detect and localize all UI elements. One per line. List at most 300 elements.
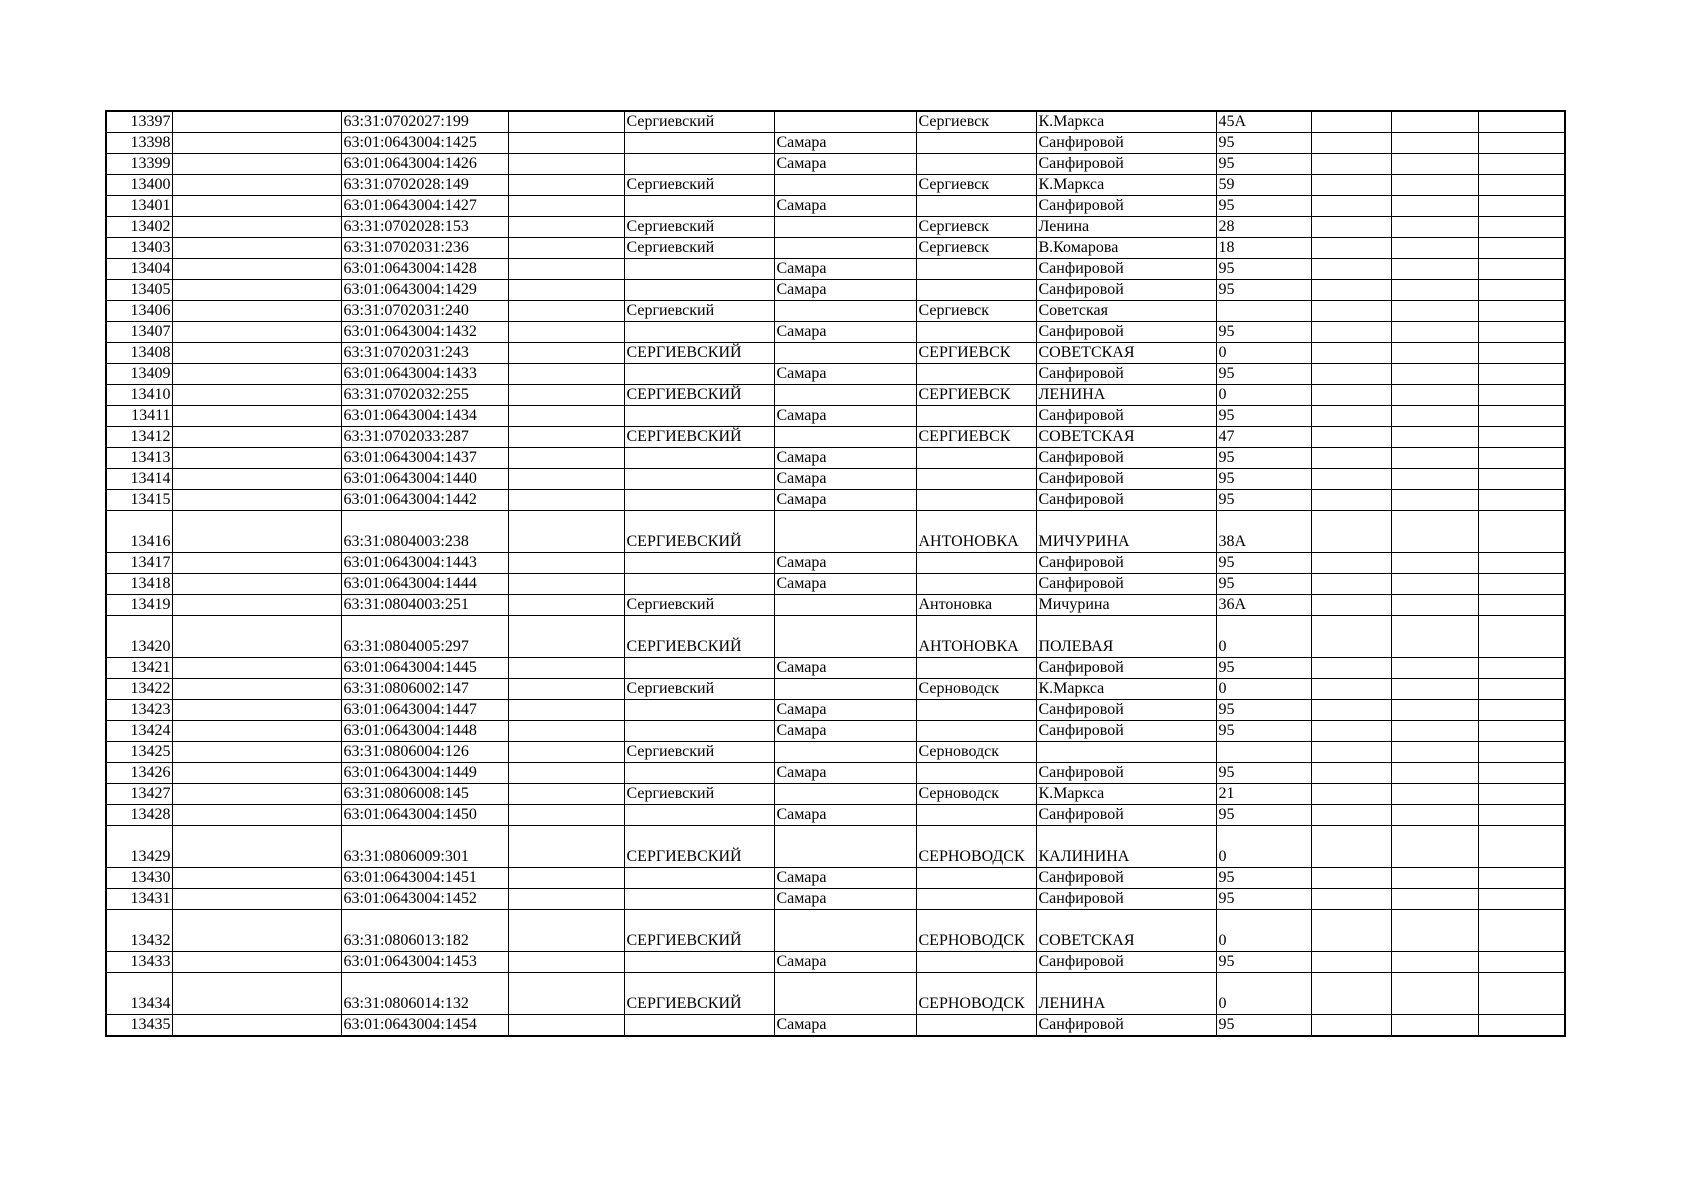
cell-number: 13429 [106, 826, 172, 868]
cell-street: Санфировой [1036, 721, 1216, 742]
table-row [106, 658, 1565, 679]
cell-street: Санфировой [1036, 364, 1216, 385]
cell-empty [1478, 280, 1565, 301]
cell-number: 13403 [106, 238, 172, 259]
cell-empty [1311, 448, 1391, 469]
cell-district: СЕРГИЕВСКИЙ [624, 511, 774, 553]
cell-empty [172, 427, 341, 448]
cell-empty [1311, 175, 1391, 196]
cell-locality [916, 259, 1036, 280]
cell-empty [1478, 679, 1565, 700]
cell-empty [1478, 574, 1565, 595]
cell-house: 45А [1216, 111, 1311, 133]
cell-empty [1478, 910, 1565, 952]
cell-empty [1391, 217, 1478, 238]
cell-empty [508, 658, 624, 679]
cell-empty [508, 175, 624, 196]
cell-street: СОВЕТСКАЯ [1036, 910, 1216, 952]
cell-street: Ленина [1036, 217, 1216, 238]
cell-empty [1478, 217, 1565, 238]
cell-cadastral-number: 63:31:0702028:153 [341, 217, 508, 238]
cell-house: 95 [1216, 364, 1311, 385]
table-row [106, 784, 1565, 805]
table-row [106, 217, 1565, 238]
cell-empty [508, 343, 624, 364]
cell-street: СОВЕТСКАЯ [1036, 343, 1216, 364]
cell-empty [1311, 952, 1391, 973]
cell-number: 13408 [106, 343, 172, 364]
table-row [106, 889, 1565, 910]
cell-district: СЕРГИЕВСКИЙ [624, 343, 774, 364]
cell-house: 59 [1216, 175, 1311, 196]
cell-cadastral-number: 63:31:0702033:287 [341, 427, 508, 448]
cell-empty [1311, 721, 1391, 742]
cell-empty [1391, 889, 1478, 910]
cell-house: 0 [1216, 343, 1311, 364]
cell-locality [916, 280, 1036, 301]
table-row [106, 280, 1565, 301]
cell-city [774, 175, 916, 196]
cell-city: Самара [774, 868, 916, 889]
cell-locality [916, 490, 1036, 511]
cell-empty [1391, 469, 1478, 490]
cell-locality [916, 448, 1036, 469]
cell-locality [916, 721, 1036, 742]
cell-street: Мичурина [1036, 595, 1216, 616]
cell-empty [508, 742, 624, 763]
cell-empty [172, 490, 341, 511]
cell-empty [1478, 721, 1565, 742]
cell-empty [172, 448, 341, 469]
cell-district [624, 154, 774, 175]
cell-cadastral-number: 63:01:0643004:1443 [341, 553, 508, 574]
cell-cadastral-number: 63:31:0702031:243 [341, 343, 508, 364]
cell-city: Самара [774, 1015, 916, 1037]
cell-street: СОВЕТСКАЯ [1036, 427, 1216, 448]
cell-city [774, 679, 916, 700]
cell-house: 95 [1216, 574, 1311, 595]
cell-cadastral-number: 63:01:0643004:1448 [341, 721, 508, 742]
cell-empty [1311, 1015, 1391, 1037]
cell-empty [1391, 658, 1478, 679]
cell-district [624, 364, 774, 385]
cell-cadastral-number: 63:01:0643004:1427 [341, 196, 508, 217]
cell-empty [508, 973, 624, 1015]
cell-empty [508, 154, 624, 175]
cell-empty [1311, 910, 1391, 952]
cell-empty [1311, 406, 1391, 427]
cell-empty [172, 616, 341, 658]
cell-empty [508, 868, 624, 889]
cell-district [624, 721, 774, 742]
cell-cadastral-number: 63:31:0806009:301 [341, 826, 508, 868]
table-row [106, 133, 1565, 154]
cell-empty [1478, 238, 1565, 259]
cell-empty [508, 805, 624, 826]
cell-empty [172, 259, 341, 280]
cell-empty [508, 763, 624, 784]
cell-empty [1391, 763, 1478, 784]
cell-empty [1391, 679, 1478, 700]
cell-street: Санфировой [1036, 259, 1216, 280]
cell-district: СЕРГИЕВСКИЙ [624, 973, 774, 1015]
cell-locality: Серноводск [916, 742, 1036, 763]
cell-empty [1478, 952, 1565, 973]
cell-house: 95 [1216, 1015, 1311, 1037]
cell-house: 95 [1216, 763, 1311, 784]
cell-empty [1478, 385, 1565, 406]
cell-empty [508, 616, 624, 658]
cell-locality: СЕРНОВОДСК [916, 826, 1036, 868]
cell-city: Самара [774, 658, 916, 679]
cell-empty [1478, 700, 1565, 721]
cell-number: 13398 [106, 133, 172, 154]
cell-district: Сергиевский [624, 301, 774, 322]
cell-empty [508, 301, 624, 322]
cell-street: КАЛИНИНА [1036, 826, 1216, 868]
cell-locality [916, 133, 1036, 154]
cell-district [624, 406, 774, 427]
cell-city [774, 343, 916, 364]
cell-cadastral-number: 63:31:0702031:240 [341, 301, 508, 322]
cell-empty [508, 679, 624, 700]
cell-empty [1478, 742, 1565, 763]
cell-locality [916, 196, 1036, 217]
cell-district [624, 868, 774, 889]
cell-empty [1478, 595, 1565, 616]
cell-empty [1391, 511, 1478, 553]
cell-empty [508, 322, 624, 343]
cell-empty [1391, 616, 1478, 658]
cell-street [1036, 742, 1216, 763]
cell-empty [1391, 364, 1478, 385]
cell-cadastral-number: 63:31:0806014:132 [341, 973, 508, 1015]
cell-empty [1478, 805, 1565, 826]
cell-empty [1391, 700, 1478, 721]
table-row [106, 259, 1565, 280]
cell-empty [1391, 490, 1478, 511]
table-row [106, 490, 1565, 511]
cell-number: 13420 [106, 616, 172, 658]
cell-city: Самара [774, 805, 916, 826]
cell-locality: СЕРГИЕВСК [916, 385, 1036, 406]
cell-empty [1391, 427, 1478, 448]
cell-street: Санфировой [1036, 658, 1216, 679]
cell-street: Советская [1036, 301, 1216, 322]
cell-empty [1311, 595, 1391, 616]
cell-number: 13412 [106, 427, 172, 448]
cell-district: Сергиевский [624, 111, 774, 133]
cell-cadastral-number: 63:01:0643004:1449 [341, 763, 508, 784]
cell-house: 28 [1216, 217, 1311, 238]
cell-empty [1311, 658, 1391, 679]
cell-empty [508, 889, 624, 910]
cell-district: СЕРГИЕВСКИЙ [624, 616, 774, 658]
table-row [106, 700, 1565, 721]
cell-locality [916, 553, 1036, 574]
cell-empty [508, 700, 624, 721]
table-row [106, 238, 1565, 259]
cell-city [774, 616, 916, 658]
cell-empty [1311, 385, 1391, 406]
cell-district: СЕРГИЕВСКИЙ [624, 826, 774, 868]
cell-empty [1311, 574, 1391, 595]
cell-district [624, 805, 774, 826]
cell-city: Самара [774, 280, 916, 301]
cell-empty [508, 826, 624, 868]
cell-empty [1478, 490, 1565, 511]
cell-empty [508, 406, 624, 427]
cell-empty [172, 301, 341, 322]
cell-empty [172, 763, 341, 784]
cell-street: Санфировой [1036, 448, 1216, 469]
cell-locality [916, 364, 1036, 385]
cell-empty [1391, 175, 1478, 196]
table-row [106, 952, 1565, 973]
cell-district [624, 322, 774, 343]
cell-empty [1478, 406, 1565, 427]
table-row [106, 364, 1565, 385]
cell-empty [1478, 763, 1565, 784]
cell-empty [1311, 196, 1391, 217]
cell-district [624, 1015, 774, 1037]
table-row [106, 469, 1565, 490]
cell-empty [1478, 616, 1565, 658]
cell-street: Санфировой [1036, 889, 1216, 910]
table-row [106, 553, 1565, 574]
cell-empty [1311, 301, 1391, 322]
cell-empty [508, 196, 624, 217]
cell-house: 0 [1216, 826, 1311, 868]
cell-empty [1478, 196, 1565, 217]
cell-house: 38А [1216, 511, 1311, 553]
cell-locality [916, 1015, 1036, 1037]
cell-house: 95 [1216, 196, 1311, 217]
cell-cadastral-number: 63:01:0643004:1451 [341, 868, 508, 889]
cell-street: Санфировой [1036, 322, 1216, 343]
cell-house: 95 [1216, 133, 1311, 154]
table-row [106, 427, 1565, 448]
cell-empty [1391, 721, 1478, 742]
cell-empty [1311, 238, 1391, 259]
cell-locality: Сергиевск [916, 175, 1036, 196]
cell-street: МИЧУРИНА [1036, 511, 1216, 553]
cell-district [624, 259, 774, 280]
cell-empty [1391, 910, 1478, 952]
cell-city [774, 238, 916, 259]
cell-house: 95 [1216, 490, 1311, 511]
cell-number: 13428 [106, 805, 172, 826]
cell-empty [1311, 469, 1391, 490]
cell-house: 95 [1216, 700, 1311, 721]
cell-house: 95 [1216, 280, 1311, 301]
table-row [106, 574, 1565, 595]
cell-empty [1311, 217, 1391, 238]
cell-street: Санфировой [1036, 133, 1216, 154]
cell-number: 13410 [106, 385, 172, 406]
cell-district: СЕРГИЕВСКИЙ [624, 427, 774, 448]
cell-empty [1391, 952, 1478, 973]
cell-number: 13399 [106, 154, 172, 175]
cell-cadastral-number: 63:01:0643004:1452 [341, 889, 508, 910]
table-row [106, 742, 1565, 763]
cell-locality [916, 763, 1036, 784]
cell-number: 13409 [106, 364, 172, 385]
cell-empty [508, 511, 624, 553]
cell-empty [1391, 826, 1478, 868]
cell-number: 13400 [106, 175, 172, 196]
cell-cadastral-number: 63:01:0643004:1434 [341, 406, 508, 427]
cell-empty [1311, 133, 1391, 154]
cell-street: Санфировой [1036, 490, 1216, 511]
cell-empty [1478, 658, 1565, 679]
cell-empty [1478, 364, 1565, 385]
cell-house: 95 [1216, 469, 1311, 490]
cell-empty [1311, 700, 1391, 721]
cell-empty [508, 217, 624, 238]
cell-cadastral-number: 63:01:0643004:1450 [341, 805, 508, 826]
table-row [106, 196, 1565, 217]
cell-empty [1478, 448, 1565, 469]
cell-district [624, 196, 774, 217]
cell-empty [172, 700, 341, 721]
cell-house: 0 [1216, 679, 1311, 700]
cell-empty [172, 511, 341, 553]
cell-house: 47 [1216, 427, 1311, 448]
cell-empty [1311, 616, 1391, 658]
cell-empty [1311, 154, 1391, 175]
cell-empty [172, 238, 341, 259]
table-row [106, 385, 1565, 406]
cell-empty [1478, 868, 1565, 889]
cell-cadastral-number: 63:01:0643004:1426 [341, 154, 508, 175]
cell-empty [1391, 238, 1478, 259]
cell-cadastral-number: 63:31:0702027:199 [341, 111, 508, 133]
cell-empty [1391, 406, 1478, 427]
table-row [106, 868, 1565, 889]
cell-cadastral-number: 63:01:0643004:1432 [341, 322, 508, 343]
cell-empty [508, 427, 624, 448]
table-row [106, 826, 1565, 868]
cell-number: 13402 [106, 217, 172, 238]
cell-empty [1478, 469, 1565, 490]
cell-cadastral-number: 63:31:0804003:238 [341, 511, 508, 553]
cell-district [624, 133, 774, 154]
cell-empty [508, 952, 624, 973]
cell-house: 95 [1216, 259, 1311, 280]
cell-city [774, 784, 916, 805]
cell-house: 95 [1216, 805, 1311, 826]
cell-empty [1391, 973, 1478, 1015]
cell-empty [1311, 889, 1391, 910]
cell-number: 13405 [106, 280, 172, 301]
cell-cadastral-number: 63:31:0806008:145 [341, 784, 508, 805]
cell-number: 13427 [106, 784, 172, 805]
cell-empty [172, 889, 341, 910]
cell-district: Сергиевский [624, 238, 774, 259]
cell-empty [508, 238, 624, 259]
cell-cadastral-number: 63:01:0643004:1453 [341, 952, 508, 973]
cell-empty [508, 111, 624, 133]
cell-empty [1311, 742, 1391, 763]
table-row [106, 511, 1565, 553]
table-row [106, 763, 1565, 784]
cell-city: Самара [774, 469, 916, 490]
cell-street: ЛЕНИНА [1036, 973, 1216, 1015]
cell-empty [508, 784, 624, 805]
cell-empty [172, 217, 341, 238]
cell-cadastral-number: 63:01:0643004:1433 [341, 364, 508, 385]
cell-number: 13423 [106, 700, 172, 721]
cell-number: 13411 [106, 406, 172, 427]
cell-house: 0 [1216, 910, 1311, 952]
cell-street: Санфировой [1036, 805, 1216, 826]
cell-empty [508, 721, 624, 742]
cell-number: 13416 [106, 511, 172, 553]
table-row [106, 406, 1565, 427]
cell-house: 21 [1216, 784, 1311, 805]
cell-empty [1311, 364, 1391, 385]
cell-locality: СЕРГИЕВСК [916, 427, 1036, 448]
cell-cadastral-number: 63:31:0806004:126 [341, 742, 508, 763]
cell-street: К.Маркса [1036, 784, 1216, 805]
cell-number: 13407 [106, 322, 172, 343]
cell-cadastral-number: 63:31:0806013:182 [341, 910, 508, 952]
cell-house: 36А [1216, 595, 1311, 616]
cell-street: Санфировой [1036, 196, 1216, 217]
cell-city: Самара [774, 406, 916, 427]
cell-house: 0 [1216, 616, 1311, 658]
table-row [106, 679, 1565, 700]
cell-street: Санфировой [1036, 700, 1216, 721]
cell-house: 95 [1216, 553, 1311, 574]
cell-empty [1311, 427, 1391, 448]
cell-empty [1391, 868, 1478, 889]
cell-empty [1311, 259, 1391, 280]
cell-city [774, 742, 916, 763]
cell-district [624, 700, 774, 721]
cell-city [774, 826, 916, 868]
cell-house: 95 [1216, 658, 1311, 679]
cell-city: Самара [774, 721, 916, 742]
cell-locality [916, 868, 1036, 889]
cell-empty [172, 826, 341, 868]
cell-city: Самара [774, 490, 916, 511]
cell-empty [1391, 322, 1478, 343]
cell-city [774, 973, 916, 1015]
cell-number: 13404 [106, 259, 172, 280]
cell-cadastral-number: 63:01:0643004:1442 [341, 490, 508, 511]
cell-locality: Сергиевск [916, 111, 1036, 133]
cell-street: ЛЕНИНА [1036, 385, 1216, 406]
cell-cadastral-number: 63:31:0702032:255 [341, 385, 508, 406]
cell-city [774, 301, 916, 322]
cell-number: 13430 [106, 868, 172, 889]
cell-house: 95 [1216, 322, 1311, 343]
cell-empty [172, 280, 341, 301]
table-row [106, 154, 1565, 175]
cell-locality: СЕРГИЕВСК [916, 343, 1036, 364]
cell-locality: АНТОНОВКА [916, 511, 1036, 553]
cell-city: Самара [774, 553, 916, 574]
cell-locality [916, 658, 1036, 679]
cell-house: 95 [1216, 154, 1311, 175]
cell-city: Самара [774, 196, 916, 217]
cell-street: Санфировой [1036, 406, 1216, 427]
cell-empty [1391, 111, 1478, 133]
cell-city: Самара [774, 952, 916, 973]
cell-number: 13422 [106, 679, 172, 700]
